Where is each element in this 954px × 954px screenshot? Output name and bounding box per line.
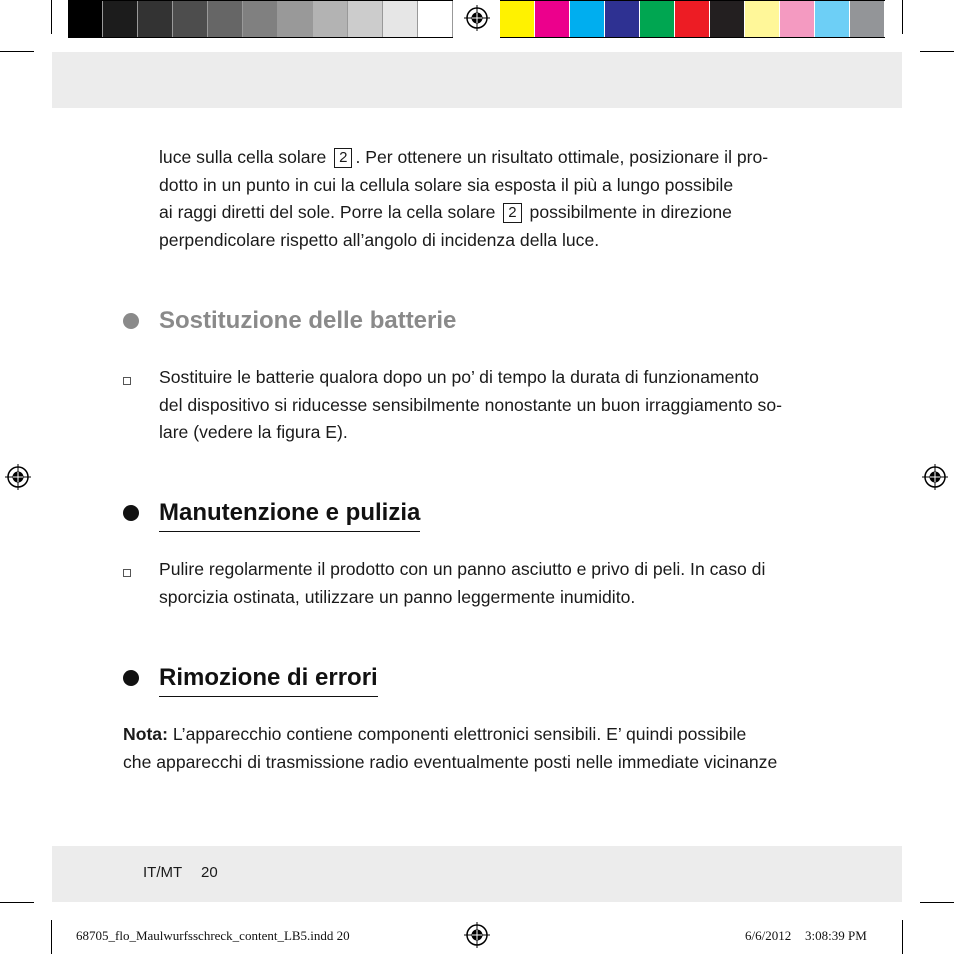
intro-line: perpendicolare rispetto all’angolo di incidenza della luce. [159,229,600,250]
crop-mark [920,51,954,52]
color-swatch [780,1,815,37]
color-swatch [418,1,453,37]
color-swatch [68,1,103,37]
color-swatch [348,1,383,37]
heading-underline [159,531,420,533]
color-swatch [815,1,850,37]
heading-text: Manutenzione e pulizia [159,499,421,526]
heading-text: Rimozione di errori [159,664,378,691]
color-swatch [850,1,885,37]
text: L’apparecchio contiene componenti elettronici sensibili. E’ quindi possibile [172,724,747,744]
figure-reference: 2 [334,148,352,168]
color-swatch [675,1,710,37]
slug-filename: 68705_flo_Maulwurfsschreck_content_LB5.indd 20 [76,928,350,943]
section-bullet-icon [123,670,139,686]
registration-mark-icon [922,464,948,490]
text: luce sulla cella solare [159,147,327,167]
crop-mark [902,920,903,954]
crop-mark [51,0,52,34]
text: possibilmente in direzione [529,202,732,222]
text-line: del dispositivo si riducesse sensibilmente nonostante un buon irraggiamento so- [159,394,782,415]
crop-mark [0,902,34,903]
slug-date: 6/6/2012 [745,928,792,943]
color-swatch [138,1,173,37]
crop-mark [902,0,903,34]
batteries-paragraph [159,364,849,447]
registration-mark-icon [464,922,490,948]
text-line: lare (vedere la figura E). [159,422,348,442]
intro-line: dotto in un punto in cui la cellula solare sia esposta il più a lungo possibile [159,174,734,195]
errors-paragraph [123,721,843,776]
text-line: sporcizia ostinata, utilizzare un panno leggermente inumidito. [159,586,636,607]
note-label: Nota: [123,724,168,744]
intro-paragraph [159,144,849,254]
registration-mark-icon [464,5,490,31]
text-line: Pulire regolarmente il prodotto con un panno asciutto e privo di peli. In caso di [159,559,766,579]
page-number: 20 [201,864,218,881]
color-swatch [710,1,745,37]
section-heading-errors [159,663,378,693]
text: . Per ottenere un risultato ottimale, posizionare il pro- [355,147,769,167]
crop-mark [51,920,52,954]
header-band [52,52,902,108]
section-heading-maintenance [159,498,420,528]
color-swatch [278,1,313,37]
process-color-bar [500,0,885,38]
color-swatch [570,1,605,37]
color-swatch [208,1,243,37]
section-bullet-icon [123,505,139,521]
color-swatch [640,1,675,37]
heading-underline [159,696,378,698]
grayscale-color-bar [68,0,453,38]
text-line: che apparecchi di trasmissione radio eventualmente posti nelle immediate vicinanze [123,751,778,772]
intro-line [159,144,849,172]
slug-time: 3:08:39 PM [805,928,867,943]
color-swatch [313,1,348,37]
color-swatch [535,1,570,37]
color-swatch [605,1,640,37]
language-code: IT/MT [143,864,183,881]
section-bullet-icon [123,313,139,329]
crop-mark [0,51,34,52]
color-swatch [243,1,278,37]
section-heading-batteries: Sostituzione delle batterie [159,307,457,334]
text-line: Sostituire le batterie qualora dopo un po’ di tempo la durata di funzionamento [159,367,759,387]
text: ai raggi diretti del sole. Porre la cella solare [159,202,496,222]
crop-mark [920,902,954,903]
color-swatch [103,1,138,37]
intro-line [159,199,849,227]
checkbox-square-icon [123,569,131,577]
registration-mark-icon [5,464,31,490]
color-swatch [745,1,780,37]
figure-reference: 2 [503,203,521,223]
color-swatch [500,1,535,37]
maintenance-paragraph [159,556,849,611]
checkbox-square-icon [123,377,131,385]
text-line [123,721,843,749]
color-swatch [383,1,418,37]
color-swatch [173,1,208,37]
